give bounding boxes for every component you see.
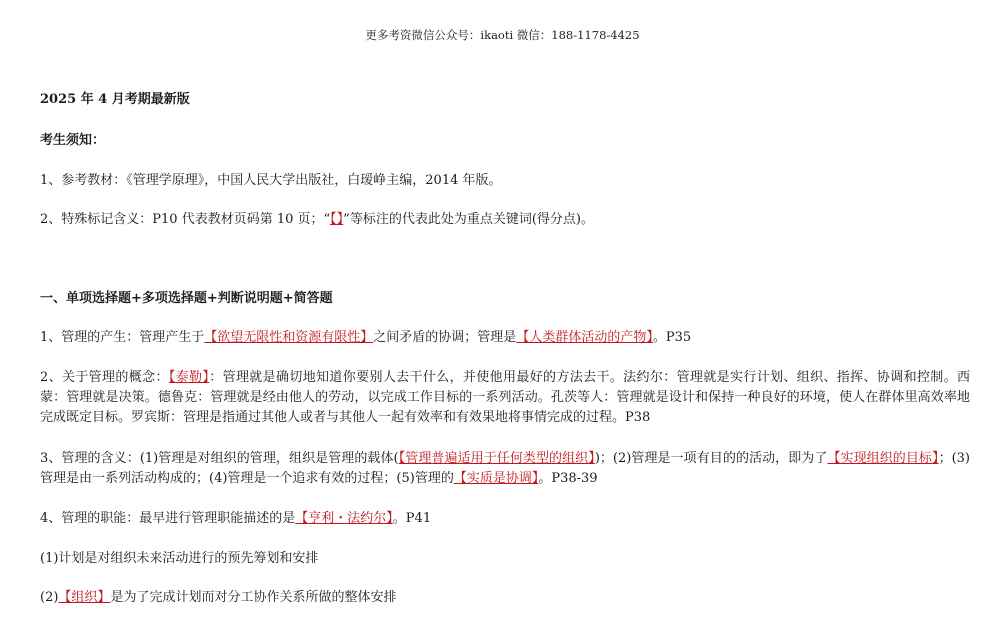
q2-keyword-1: 【泰勒】 bbox=[168, 370, 210, 385]
notice-2-keyword-mark: 【】 bbox=[330, 212, 344, 227]
q3-keyword-3: 【实质是协调】 bbox=[453, 471, 539, 486]
notice-2 bbox=[40, 210, 970, 230]
notice-heading: 考生须知： bbox=[40, 133, 106, 148]
question-1 bbox=[40, 328, 970, 348]
q3-text-a: 3、管理的含义：(1)管理是对组织的管理，组织是管理的载体( bbox=[40, 451, 399, 466]
q3-keyword-2: 【实现组织的目标】 bbox=[827, 451, 939, 466]
question-4 bbox=[40, 509, 970, 529]
q1-text-c: 。P35 bbox=[652, 330, 692, 345]
page-header: 更多考资微信公众号：ikaoti 微信：188-1178-4425 bbox=[365, 28, 640, 42]
section-1-title: 一、单项选择题+多项选择题+判断说明题+简答题 bbox=[40, 291, 333, 306]
edition-title: 2025 年 4 月考期最新版 bbox=[40, 92, 190, 107]
question-3 bbox=[40, 449, 970, 489]
item2-keyword-1: 【组织】 bbox=[58, 590, 111, 605]
q3-text-c: ；(3)管理是由一系列活动构成的；(4)管理是一个追求有效的过程；(5)管理的 bbox=[40, 451, 970, 486]
notice-2-text-b: ”等标注的代表此处为重点关键词(得分点)。 bbox=[343, 212, 594, 227]
q1-keyword-1: 【欲望无限性和资源有限性】 bbox=[204, 330, 374, 345]
q4-text-a: 4、管理的职能：最早进行管理职能描述的是 bbox=[40, 511, 296, 526]
q3-text-b: )；(2)管理是一项有目的的活动，即为了 bbox=[594, 451, 828, 466]
question-2 bbox=[40, 368, 970, 428]
item2-text-a: (2) bbox=[40, 590, 59, 605]
q3-text-d: 。P38-39 bbox=[538, 471, 598, 486]
q4-text-b: 。P41 bbox=[392, 511, 432, 526]
q1-text-a: 1、管理的产生：管理产生于 bbox=[40, 330, 205, 345]
q1-keyword-2: 【人类群体活动的产物】 bbox=[516, 330, 653, 345]
q3-keyword-1: 【管理普遍适用于任何类型的组织】 bbox=[398, 451, 595, 466]
function-item-1: (1)计划是对组织未来活动进行的预先筹划和安排 bbox=[40, 551, 319, 566]
notice-2-text-a: 2、特殊标记含义：P10 代表教材页码第 10 页；“ bbox=[40, 212, 331, 227]
function-item-2 bbox=[40, 588, 970, 608]
q2-text-b: ：管理就是确切地知道你要别人去干什么，并使他用最好的方法去干。法约尔：管理就是实行计划、组织、指挥、协调和控制。西蒙：管理就是决策。德鲁克：管理就是经由他人的劳动，以完成工作目标的一系列活动。孔茨等人：管理就是设计和保持一种良好的环境，使人在群体里高效率地完成既定目标。罗宾斯：管理是指通过其他人或者与其他人一起有效率和有效果地将事情完成的过程。P38 bbox=[40, 370, 970, 425]
notice-1: 1、参考教材：《管理学原理》，中国人民大学出版社，白瑷峥主编，2014 年版。 bbox=[40, 173, 502, 188]
q4-keyword-1: 【亨利・法约尔】 bbox=[295, 511, 393, 526]
item2-text-b: 是为了完成计划而对分工协作关系所做的整体安排 bbox=[110, 590, 397, 605]
q1-text-b: 之间矛盾的协调；管理是 bbox=[373, 330, 517, 345]
q2-text-a: 2、关于管理的概念： bbox=[40, 370, 169, 385]
